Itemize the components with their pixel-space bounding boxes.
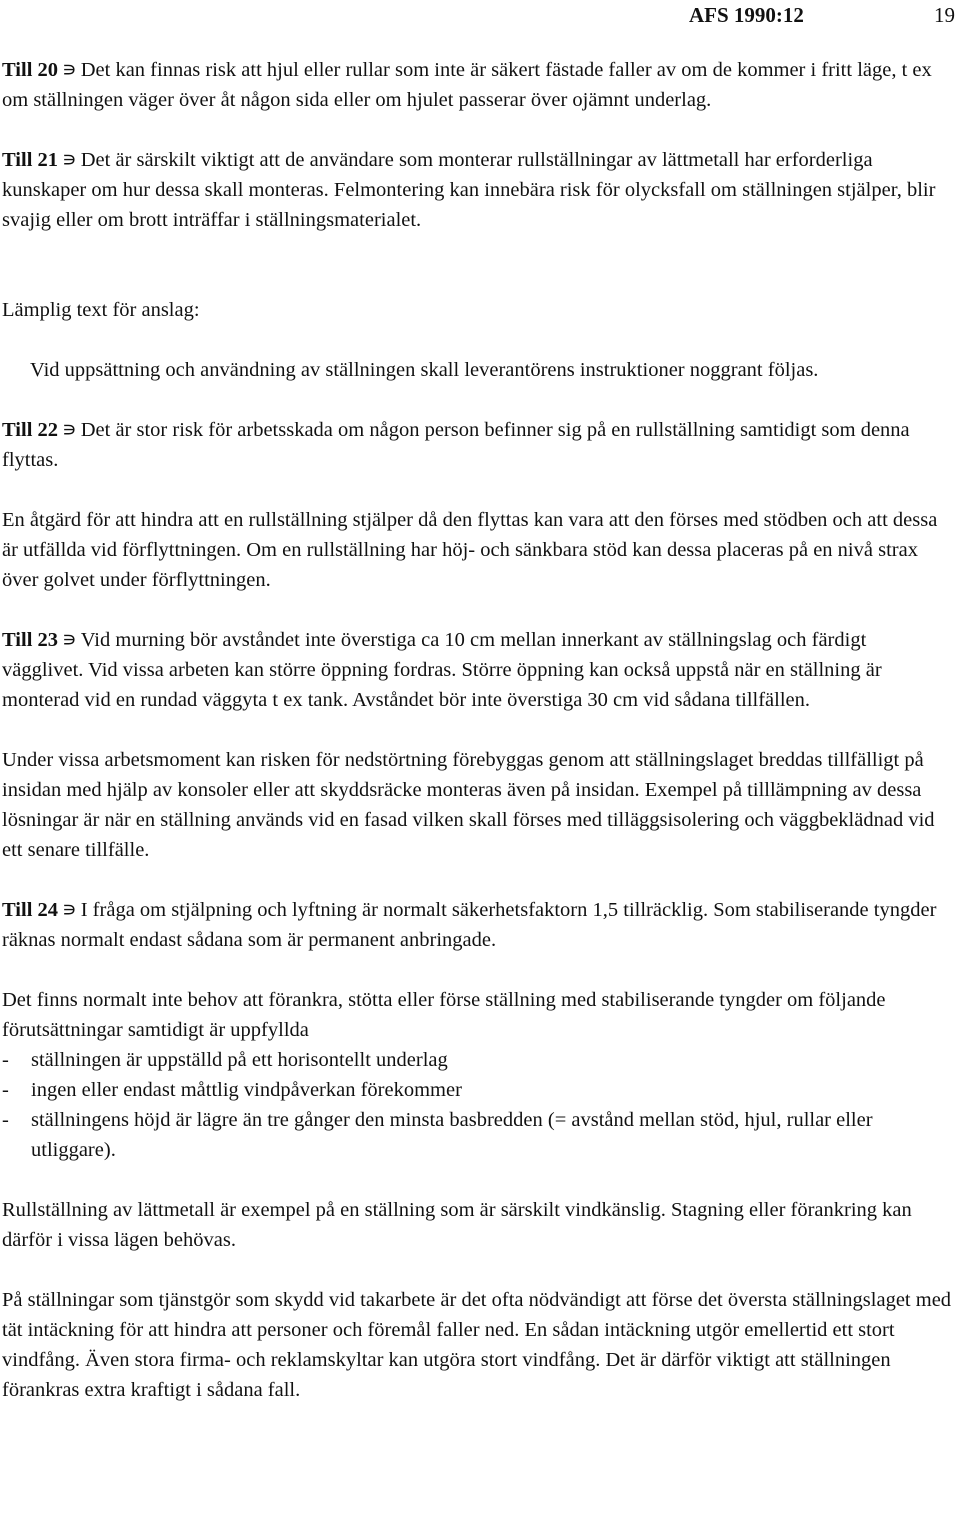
note-label: Till 20 [2, 59, 59, 81]
note-text: Det är särskilt viktigt att de användare som monterar rullställningar av lättmetall har erforderliga kunskaper om hur dessa skall monteras. Felmontering kan innebära risk för olycksfall om ställningen stjälper, blir svajig eller om brott inträffar i ställningsmaterialet. [2, 149, 936, 231]
note-till-24 [2, 895, 952, 955]
sign-text: Vid uppsättning och användning av ställningen skall leverantörens instruktioner noggrant följas. [30, 359, 819, 381]
note-till-23 [2, 625, 952, 715]
page-header [0, 0, 960, 30]
paragraph-anchoring-intro: Det finns normalt inte behov att förankra, stötta eller förse ställning med stabiliserande tyngder om följande förutsättningar samtidigt är uppfyllda [2, 989, 886, 1041]
arrow-icon: ∍ [62, 149, 77, 171]
dash-bullet: - [2, 1049, 9, 1071]
arrow-icon: ∍ [62, 899, 77, 921]
note-text: I fråga om stjälpning och lyftning är normalt säkerhetsfaktorn 1,5 tillräcklig. Som stabiliserande tyngder räknas normalt endast sådana som är permanent anbringade. [2, 899, 937, 951]
note-till-21 [2, 145, 952, 235]
list-item [2, 1045, 952, 1075]
paragraph-roof-work: På ställningar som tjänstgör som skydd vid takarbete är det ofta nödvändigt att förse det översta ställningslaget med tät intäckning för att hindra att personer och föremål faller ned. En sådan intäckning utgör emellertid ett stort vindfång. Även stora firma- och reklamskyltar kan utgöra stort vindfång. Det är därför viktigt att ställningen förankras extra kraftigt i sådana fall. [2, 1289, 952, 1401]
note-label: Till 23 [2, 629, 59, 651]
page-number: 19 [934, 3, 955, 27]
paragraph-support-legs: En åtgärd för att hindra att en rullställning stjälper då den flyttas kan vara att den förses med stödben och att dessa är utfällda vid förflyttningen. Om en rullställning har höj- och sänkbara stöd kan dessa placeras på en nivå strax över golvet under förflyttningen. [2, 509, 938, 591]
sign-heading: Lämplig text för anslag: [2, 299, 200, 321]
list-item [2, 1075, 952, 1105]
document-id: AFS 1990:12 [689, 3, 804, 27]
list-item-text: ingen eller endast måttlig vindpåverkan förekommer [31, 1079, 462, 1101]
dash-bullet: - [2, 1109, 9, 1131]
conditions-list [2, 1045, 952, 1165]
note-text: Det är stor risk för arbetsskada om någon person befinner sig på en rullställning samtidigt som denna flyttas. [2, 419, 910, 471]
dash-bullet: - [2, 1079, 9, 1101]
note-label: Till 22 [2, 419, 59, 441]
paragraph-consoles: Under vissa arbetsmoment kan risken för nedstörtning förebyggas genom att ställningslaget breddas tillfälligt på insidan med hjälp av konsoler eller att skyddsräcke monteras även på insidan. Exempel på tilllämpning av dessa lösningar är när en ställning används vid en fasad vilken skall förses med tilläggsisolering och väggbeklädnad vid ett senare tillfälle. [2, 749, 935, 861]
arrow-icon: ∍ [62, 59, 77, 81]
list-item [2, 1105, 952, 1165]
note-label: Till 24 [2, 899, 59, 921]
anchoring-section [2, 985, 952, 1165]
note-text: Vid murning bör avståndet inte överstiga ca 10 cm mellan innerkant av ställningslag och färdigt vägglivet. Vid vissa arbeten kan större öppning fordras. Större öppning kan också uppstå när en ställning är monterad vid en rundad väggyta t ex tank. Avståndet bör inte överstiga 30 cm vid sådana tillfällen. [2, 629, 882, 711]
arrow-icon: ∍ [62, 419, 77, 441]
paragraph-light-metal: Rullställning av lättmetall är exempel på en ställning som är särskilt vindkänslig. Stagning eller förankring kan därför i vissa lägen behövas. [2, 1199, 912, 1251]
note-text: Det kan finnas risk att hjul eller rullar som inte är säkert fästade faller av om de kommer i fritt läge, t ex om ställningen väger över åt någon sida eller om hjulet passerar över ojämnt underlag. [2, 59, 932, 111]
list-item-text: ställningens höjd är lägre än tre gånger den minsta basbredden (= avstånd mellan stöd, hjul, rullar eller utliggare). [31, 1109, 873, 1161]
note-till-22 [2, 415, 952, 475]
note-label: Till 21 [2, 149, 59, 171]
list-item-text: ställningen är uppställd på ett horisontellt underlag [31, 1049, 448, 1071]
document-body [2, 55, 952, 1435]
note-till-20 [2, 55, 952, 115]
arrow-icon: ∍ [62, 629, 77, 651]
